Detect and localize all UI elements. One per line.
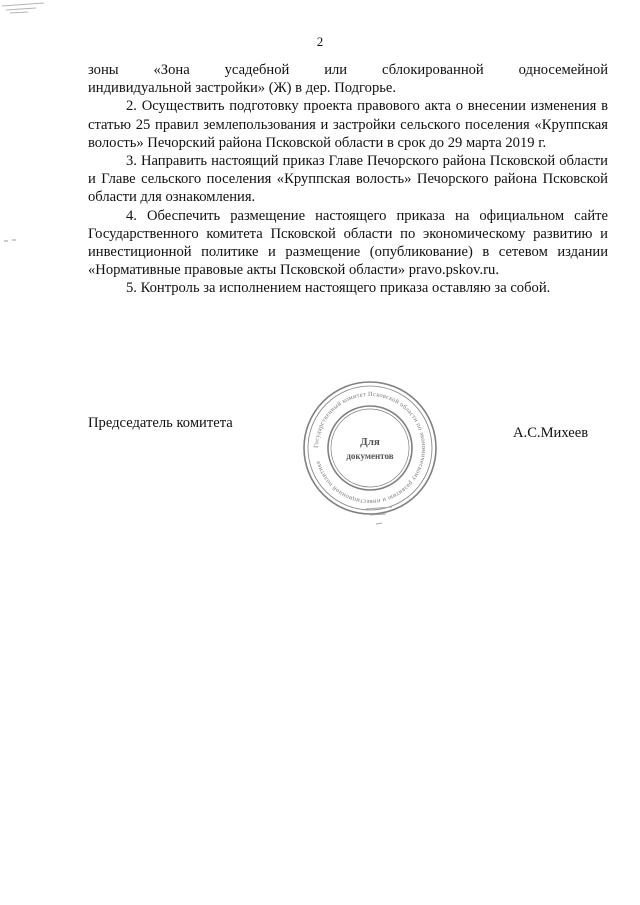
official-stamp — [300, 378, 440, 518]
paragraph-item-3: 3. Направить настоящий приказ Главе Печорского района Псковской области и Главе сельского поселения «Круппская волость» Печорского района Псковской области для ознакомления. — [88, 153, 608, 206]
paragraph-item-2: 2. Осуществить подготовку проекта правового акта о внесении изменения в статью 25 правил землепользования и застройки сельского поселения «Круппская волость» Печорский района Псковской области в срок до 29 марта 2019 г. — [88, 98, 608, 151]
paragraph-item-5: 5. Контроль за исполнением настоящего приказа оставляю за собой. — [126, 280, 551, 297]
page-number: 2 — [316, 34, 324, 49]
paragraph-item-4: 4. Обеспечить размещение настоящего приказа на официальном сайте Государственного комитета Псковской области по экономическому развитию и инвестиционной политике и размещение (опубликование) в сетевом издании «Нормативные правовые акты Псковской области» pravo.pskov.ru. — [88, 207, 608, 279]
scan-artifact-top-left — [0, 0, 70, 20]
stamp-ring-text: Государственный комитет Псковской области по экономическому развитию и инвестиционной политике — [312, 390, 428, 506]
paragraph-continuation-line-2: индивидуальной застройки» (Ж) в дер. Подгорье. — [88, 80, 397, 97]
stamp-center-line-2: документов — [346, 451, 394, 461]
paragraph-continuation-line-1: зоны «Зона усадебной или сблокированной односемейной — [88, 62, 608, 78]
signature-title: Председатель комитета — [88, 415, 233, 431]
scan-artifact-below-stamp — [362, 504, 402, 530]
stamp-center-line-1: Для — [360, 436, 380, 448]
scan-artifact-left-margin — [2, 236, 26, 246]
signature-name: А.С.Михеев — [513, 425, 589, 441]
document-body — [88, 61, 608, 298]
